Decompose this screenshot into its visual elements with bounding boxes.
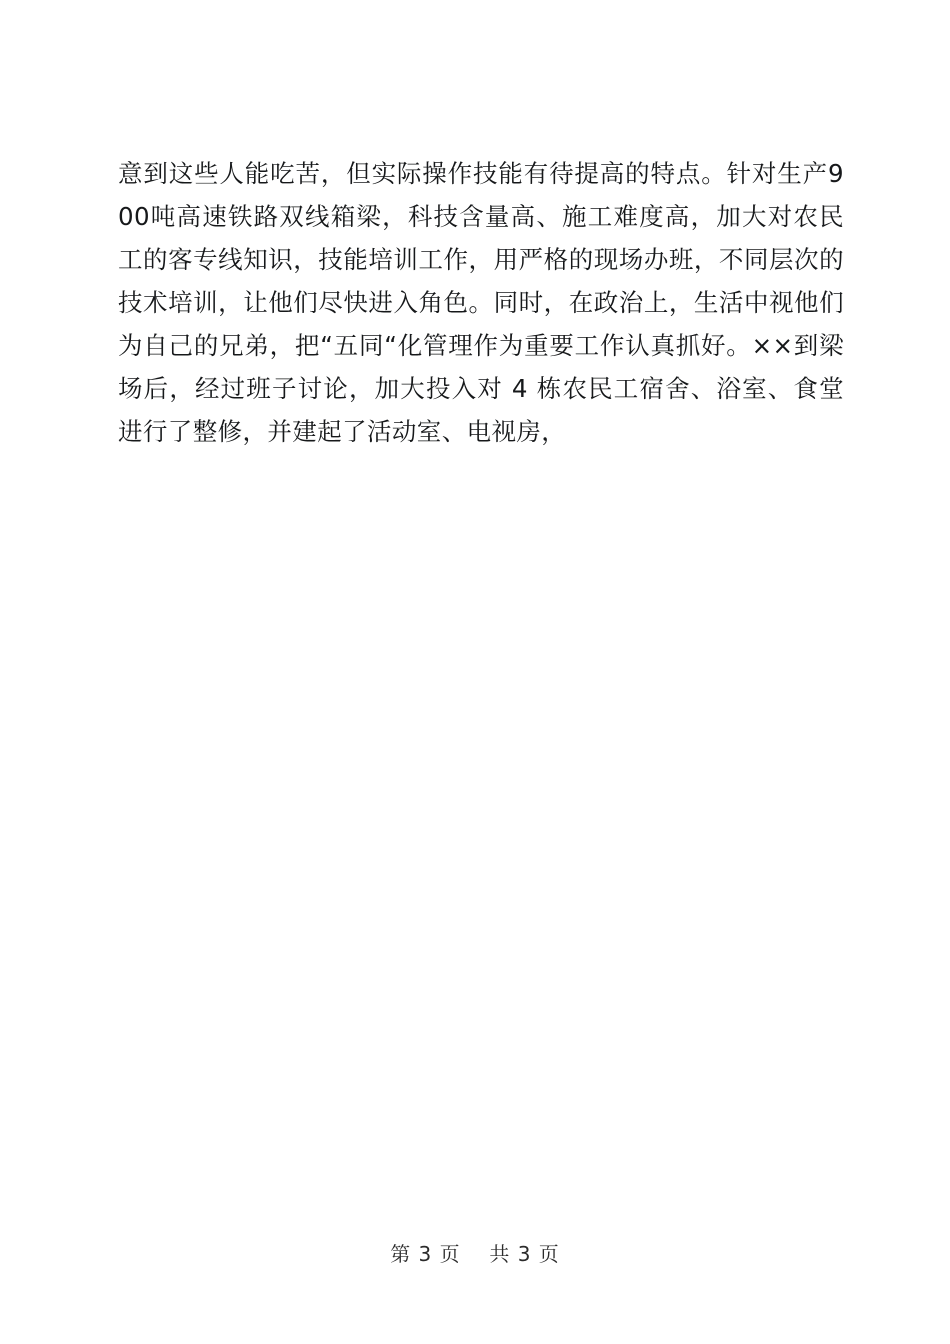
body-paragraph: 意到这些人能吃苦，但实际操作技能有待提高的特点。针对生产900吨高速铁路双线箱梁，科技含量高、施工难度高，加大对农民工的客专线知识，技能培训工作，用严格的现场办班，不同层次的技术培训，让他们尽快进入角色。同时，在政治上，生活中视他们为自己的兄弟，把“五同“化管理作为重要工作认真抓好。××到梁场后，经过班子讨论，加大投入对 4 栋农民工宿舍、浴室、食堂进行了整修，并建起了活动室、电视房， [118,159,844,446]
footer-current-page: 第 3 页 [390,1242,461,1266]
footer-total-pages: 共 3 页 [489,1242,560,1266]
page-footer [0,1240,950,1268]
